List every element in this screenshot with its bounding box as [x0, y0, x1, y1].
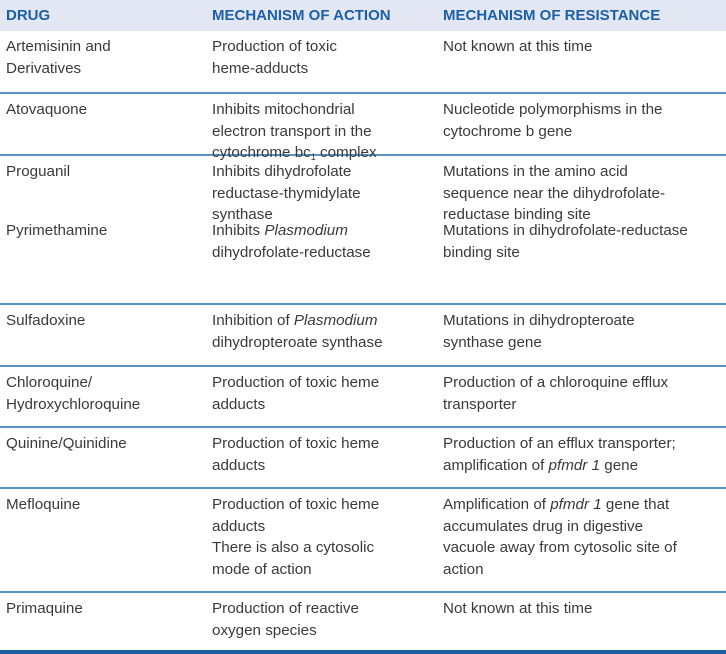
- resistance-cell: [440, 494, 726, 591]
- resistance-text: Amplification of: [443, 496, 551, 513]
- resistance-line: synthase gene: [443, 333, 542, 351]
- action-line: Production of toxic heme: [212, 435, 380, 452]
- action-line: adducts: [212, 517, 266, 535]
- resistance-line: Not known at this time: [443, 600, 593, 617]
- action-cell: [208, 36, 440, 92]
- action-line: Production of toxic heme: [212, 374, 380, 391]
- resistance-line: Nucleotide polymorphisms in the: [443, 101, 663, 118]
- action-line: heme-adducts: [212, 59, 309, 77]
- drug-name-line: Hydroxychloroquine: [6, 395, 141, 413]
- action-text: Inhibition of: [212, 312, 294, 329]
- action-line: oxygen species: [212, 621, 317, 639]
- drug-name-line: Chloroquine/: [6, 374, 93, 391]
- drug-name-line: Atovaquone: [6, 101, 88, 118]
- table-row: [0, 303, 726, 365]
- action-line: There is also a cytosolic: [212, 539, 375, 556]
- action-cell: [208, 372, 440, 426]
- resistance-line: action: [443, 560, 484, 578]
- resistance-cell: [440, 598, 726, 651]
- action-line: electron transport in the: [212, 122, 372, 140]
- resistance-cell: [440, 99, 726, 154]
- resistance-cell: [440, 161, 726, 223]
- action-line: reductase-thymidylate: [212, 184, 361, 202]
- table-row: [0, 426, 726, 487]
- action-text: complex: [315, 144, 377, 161]
- drug-cell: [0, 310, 208, 365]
- table-bottom-rule: [0, 650, 726, 654]
- action-line: dihydrofolate-reductase: [212, 243, 371, 261]
- action-text: Inhibits: [212, 222, 265, 239]
- action-cell: [208, 161, 440, 223]
- drug-cell: [0, 494, 208, 591]
- resistance-cell: [440, 36, 726, 92]
- resistance-line: accumulates drug in digestive: [443, 517, 644, 535]
- resistance-line: binding site: [443, 243, 520, 261]
- resistance-line: vacuole away from cytosolic site of: [443, 539, 677, 556]
- resistance-line: Mutations in the amino acid: [443, 163, 628, 180]
- action-line: adducts: [212, 395, 266, 413]
- organism-name: Plasmodium: [264, 222, 348, 239]
- resistance-line: transporter: [443, 395, 517, 413]
- subscript: 1: [310, 152, 316, 162]
- drug-name-line: Primaquine: [6, 600, 83, 617]
- resistance-line: reductase binding site: [443, 206, 591, 223]
- table-row: [0, 591, 726, 651]
- action-cell: [208, 220, 440, 303]
- drug-cell: [0, 433, 208, 487]
- action-line: Production of toxic: [212, 38, 337, 55]
- drug-name-line: Proguanil: [6, 163, 71, 180]
- action-cell: [208, 99, 440, 162]
- action-line: mode of action: [212, 560, 312, 578]
- table-header: [0, 0, 726, 31]
- action-cell: [208, 433, 440, 487]
- drug-name-line: Pyrimethamine: [6, 222, 108, 239]
- resistance-line: Production of a chloroquine efflux: [443, 374, 669, 391]
- drug-cell: [0, 372, 208, 426]
- drug-cell: [0, 220, 208, 303]
- gene-name: pfmdr 1: [548, 456, 601, 474]
- drug-cell: [0, 598, 208, 651]
- resistance-line: Mutations in dihydropteroate: [443, 312, 635, 329]
- resistance-line: cytochrome b gene: [443, 122, 573, 140]
- table-row: [0, 154, 726, 223]
- resistance-line: [443, 494, 726, 516]
- header-mechanism-of-resistance: MECHANISM OF RESISTANCE: [443, 6, 661, 24]
- resistance-line: [443, 455, 726, 477]
- resistance-line: Mutations in dihydrofolate-reductase: [443, 222, 688, 239]
- resistance-text: amplification of: [443, 456, 549, 474]
- drug-cell: [0, 161, 208, 220]
- resistance-line: Production of an efflux transporter;: [443, 435, 676, 452]
- action-text: cytochrome bc: [212, 144, 311, 161]
- resistance-line: Not known at this time: [443, 38, 593, 55]
- drug-cell: [0, 36, 208, 92]
- drug-name-line: Quinine/Quinidine: [6, 435, 127, 452]
- resistance-cell: [440, 372, 726, 426]
- drug-cell: [0, 99, 208, 154]
- action-line: adducts: [212, 456, 266, 474]
- gene-name: pfmdr 1: [550, 496, 602, 513]
- action-line: Inhibits dihydrofolate: [212, 163, 352, 180]
- drug-name-line: Sulfadoxine: [6, 312, 86, 329]
- table-row: [0, 31, 726, 92]
- action-cell: [208, 310, 440, 365]
- resistance-text: gene: [600, 456, 639, 474]
- action-line: Production of toxic heme: [212, 496, 380, 513]
- action-line: synthase: [212, 206, 273, 223]
- action-cell: [208, 494, 440, 591]
- header-mechanism-of-action: MECHANISM OF ACTION: [212, 6, 391, 24]
- action-line: Production of reactive: [212, 600, 359, 617]
- action-line: [212, 220, 440, 242]
- resistance-text: gene that: [601, 496, 670, 513]
- action-line: dihydropteroate synthase: [212, 333, 383, 351]
- action-cell: [208, 598, 440, 651]
- resistance-cell: [440, 310, 726, 365]
- table-row: [0, 92, 726, 162]
- action-line: [212, 310, 440, 332]
- resistance-cell: [440, 220, 726, 303]
- drug-name-line: Mefloquine: [6, 496, 81, 513]
- table-row: [0, 220, 726, 303]
- table-row: [0, 365, 726, 426]
- organism-name: Plasmodium: [293, 312, 378, 329]
- action-line: Inhibits mitochondrial: [212, 101, 355, 118]
- resistance-cell: [440, 433, 726, 487]
- drug-name-line: Derivatives: [6, 59, 82, 77]
- header-drug: DRUG: [6, 6, 51, 24]
- table-row: [0, 487, 726, 591]
- drug-name-line: Artemisinin and: [6, 38, 111, 55]
- resistance-line: sequence near the dihydrofolate-: [443, 184, 666, 202]
